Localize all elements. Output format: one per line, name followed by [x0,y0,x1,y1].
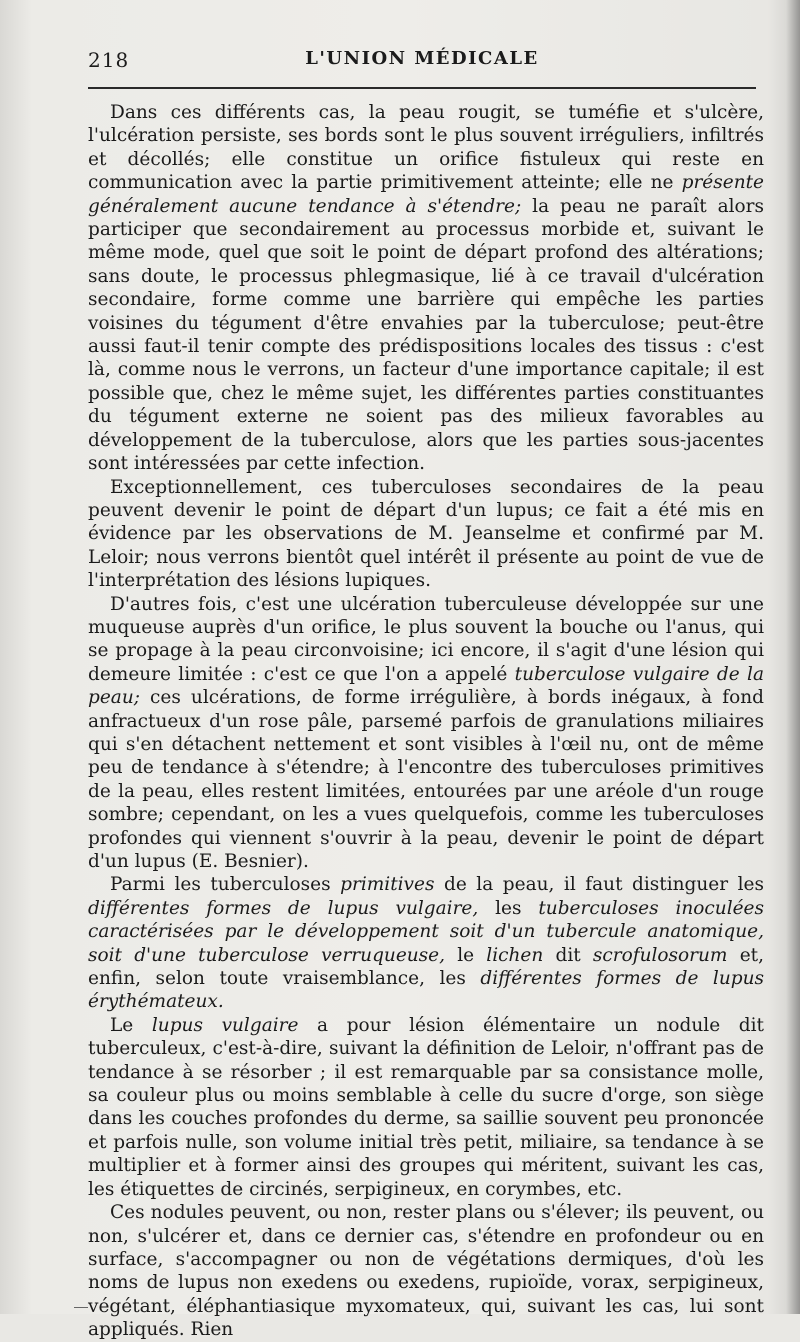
page-header [88,48,756,76]
italic-run: lichen [486,944,544,966]
text-run: a pour lésion élémentaire un nodule dit tuberculeux, c'est-à-dire, suivant la définition de Leloir, n'offrant pas de tendance à se résorber ; il est remarquable par sa consistance molle, sa couleur plus ou moins semblable à celle du sucre d'orge, son siège dans les couches profondes du derme, sa saillie souvent peu prononcée et parfois nulle, son volume initial très petit, miliaire, sa tendance à se multiplier et à former ainsi des groupes qui méritent, suivant les cas, les étiquettes de circinés, serpigineux, en corymbes, etc. [88,1014,764,1200]
italic-run: tuberculoses inoculées caractérisées par le développement soit d'un tubercule anatomique, soit d'une tuberculose verruqueuse, [88,897,765,966]
italic-run: tuberculose vulgaire de la peau; [88,663,764,709]
text-run: Ces nodules peuvent, ou non, rester plans ou s'élever; ils peuvent, ou non, s'ulcérer et, dans ce dernier cas, s'étendre en profondeur ou en surface, s'accompagner ou non de végétations dermiques, d'où les noms de lupus non exedens ou exedens, rupioïde, vorax, serpigineux, végétant, éléphantiasique myxomateux, qui, suivant les cas, lui sont appliqués. Rien [88,1202,764,1341]
text-run: et, enfin, selon toute vraisemblance, les [88,944,764,990]
italic-run: différentes formes de lupus érythémateux. [88,968,764,1013]
text-run: Le [110,1014,152,1036]
page-edge-shadow [786,0,800,1314]
page-mark [74,1307,88,1308]
article-body [88,101,764,1342]
text-run: de la peau, il faut distinguer les [434,874,764,896]
paragraph [88,1201,764,1341]
italic-run: primitives [340,874,435,896]
text-run: la peau ne paraît alors participer que secondairement au processus morbide et, suivant le même mode, quel que soit le point de départ profond des altérations; sans doute, le processus phlegmasique, lié à ce travail d'ulcération secondaire, forme comme une barrière qui empêche les parties voisines du tégument d'être envahies par la tuberculose; peut-être aussi faut-il tenir compte des prédispositions locales des tissus : c'est là, comme nous le verrons, un facteur d'une importance capitale; il est possible que, chez le même sujet, les différentes parties constituantes du tégument externe ne soient pas des milieux favorables au développement de la tuberculose, alors que les parties sous-jacentes sont intéressées par cette infection. [88,195,765,475]
italic-run: présente généralement aucune tendance à s'étendre; [88,172,764,217]
paragraph [88,1014,764,1201]
text-run: Parmi les tuberculoses [110,874,341,896]
paragraph [88,873,764,1013]
text-run: Exceptionnellement, ces tuberculoses secondaires de la peau peuvent devenir le point de départ d'un lupus; ce fait a été mis en évidence par les observations de M. Jeanselme et confirmé par M. Leloir; nous verrons bientôt quel intérêt il présente au point de vue de l'interprétation des lésions lupiques. [88,476,764,592]
header-rule [88,87,756,89]
page-number: 218 [88,48,130,72]
text-run: le [445,944,487,966]
text-run: ces ulcérations, de forme irrégulière, à bords inégaux, à fond anfractueux d'un rose pâle, parsemé parfois de granulations miliaires qui s'en détachent nettement et sont visibles à l'œil nu, ont de même peu de tendance à s'étendre; à l'encontre des tuberculoses primitives de la peau, elles restent limitées, entourées par une aréole d'un rouge sombre; cependant, on les a vues quelquefois, comme les tuberculoses profondes qui viennent s'ouvrir à la peau, devenir le point de départ d'un lupus (E. Besnier). [88,687,764,872]
italic-run: scrofulosorum [592,944,728,966]
paragraph [88,593,764,874]
text-run: dit [543,944,593,966]
paragraph [88,101,764,476]
text-run: D'autres fois, c'est une ulcération tuberculeuse développée sur une muqueuse auprès d'un orifice, le plus souvent la bouche ou l'anus, qui se propage à la peau circonvoisine; ici encore, il s'agit d'une lésion qui demeure limitée : c'est ce que l'on a appelé [88,593,764,685]
text-run: Dans ces différents cas, la peau rougit, se tuméfie et s'ulcère, l'ulcération persiste, ses bords sont le plus souvent irréguliers, infiltrés et décollés; elle constitue un orifice fistuleux qui reste en communication avec la partie primitivement atteinte; elle ne [88,102,764,194]
italic-run: lupus vulgaire [151,1014,299,1036]
paragraph [88,476,764,593]
running-title: L'UNION MÉDICALE [305,48,539,69]
italic-run: différentes formes de lupus vulgaire, [88,897,479,919]
text-run: les [478,897,539,919]
